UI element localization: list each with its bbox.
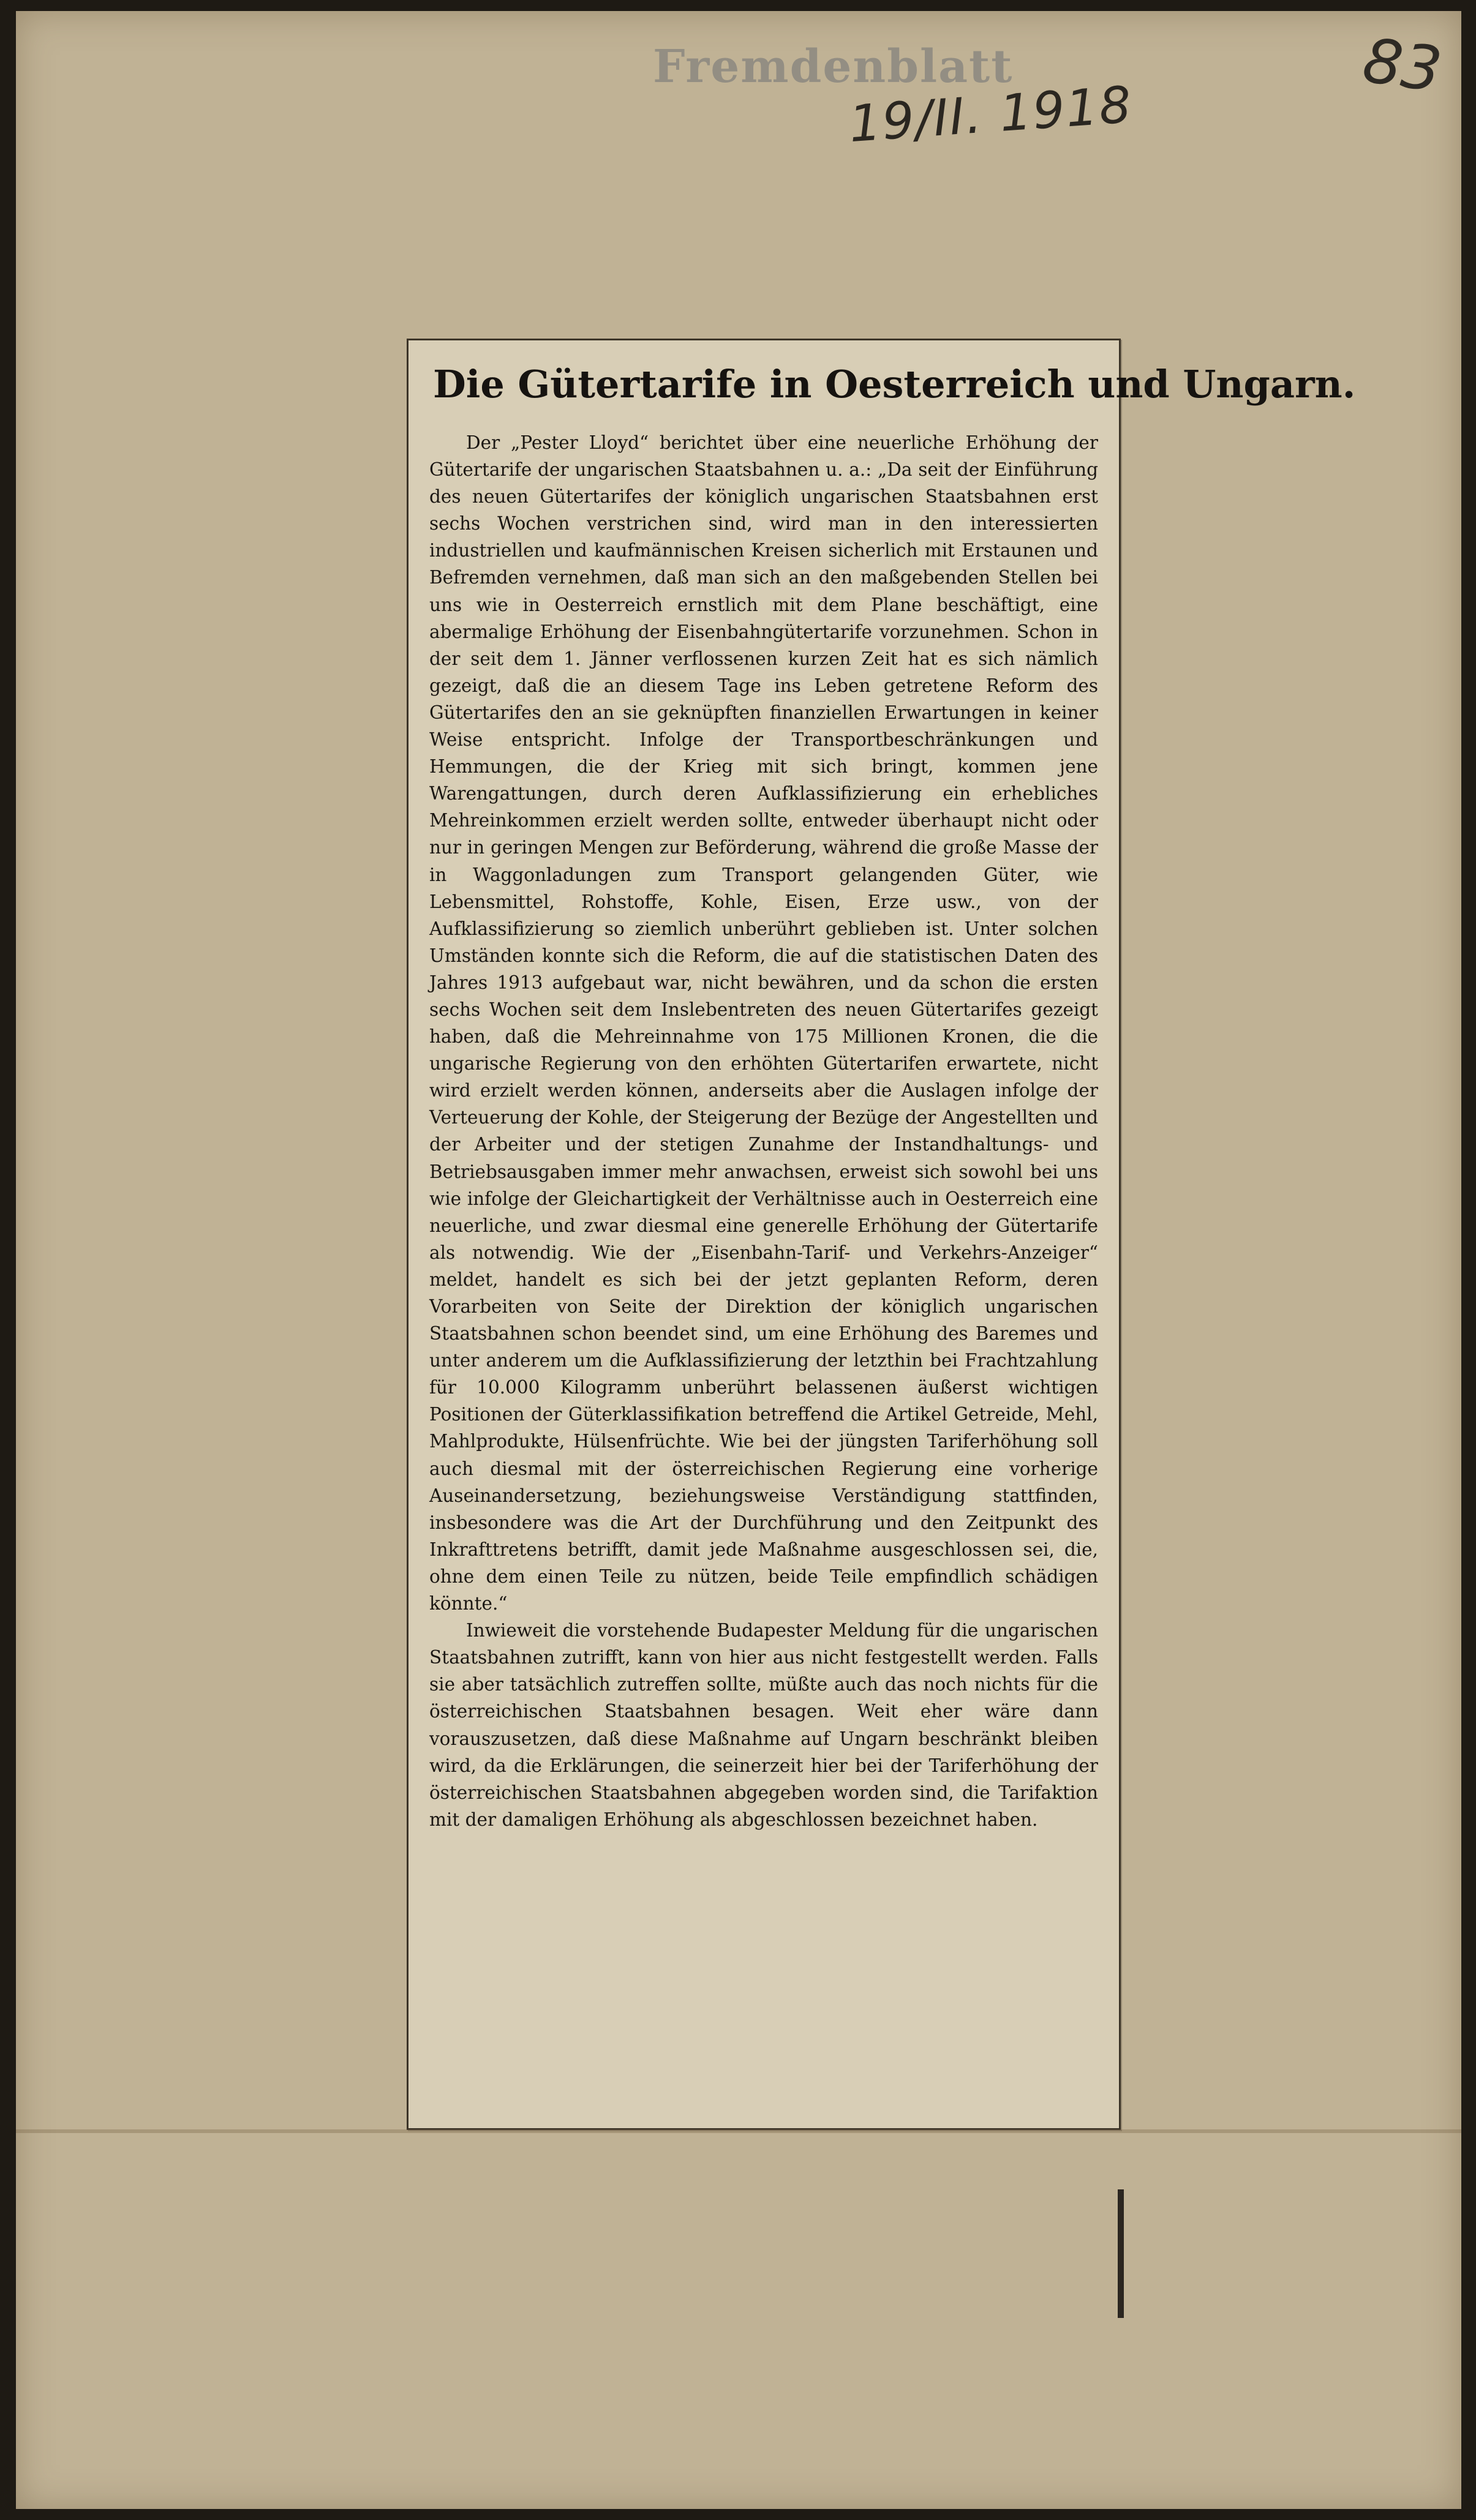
article-headline: Die Gütertarife in Oesterreich und Ungarn. (433, 362, 1356, 407)
handwritten-date: 19/II. 1918 (847, 75, 1134, 154)
folio-number: 83 (1358, 24, 1446, 107)
article-body (429, 429, 1098, 1833)
newspaper-stamp: Fremdenblatt (653, 40, 1014, 93)
article-paragraph-1: Der „Pester Lloyd“ berichtet über eine neuerliche Erhöhung der Gütertarife der ungarischen Staatsbahnen u. a.: „Da seit der Einführung des neuen Gütertarifes der königlich ungarischen Staatsbahnen erst sechs Wochen verstrichen sind, wird man in den interessierten industriellen und kaufmännischen Kreisen sicherlich mit Erstaunen und Befremden vernehmen, daß man sich an den maßgebenden Stellen bei uns wie in Oesterreich ernstlich mit dem Plane beschäftigt, eine abermalige Erhöhung der Eisenbahngütertarife vorzunehmen. Schon in der seit dem 1. Jänner verflossenen kurzen Zeit hat es sich nämlich gezeigt, daß die an diesem Tage ins Leben getretene Reform des Gütertarifes den an sie geknüpften finanziellen Erwartungen in keiner Weise entspricht. Infolge der Transportbeschränkungen und Hemmungen, die der Krieg mit sich bringt, kommen jene Warengattungen, durch deren Aufklassifizierung ein erhebliches Mehreinkommen erzielt werden sollte, entweder überhaupt nicht oder nur in geringen Mengen zur Beförderung, während die große Masse der in Waggonladungen zum Transport gelangenden Güter, wie Lebensmittel, Rohstoffe, Kohle, Eisen, Erze usw., von der Aufklassifizierung so ziemlich unberührt geblieben ist. Unter solchen Umständen konnte sich die Reform, die auf die statistischen Daten des Jahres 1913 aufgebaut war, nicht bewähren, und da schon die ersten sechs Wochen seit dem Inslebentreten des neuen Gütertarifes gezeigt haben, daß die Mehreinnahme von 175 Millionen Kronen, die die ungarische Regierung von den erhöhten Gütertarifen erwartete, nicht wird erzielt werden können, anderseits aber die Auslagen infolge der Verteuerung der Kohle, der Steigerung der Bezüge der Angestellten und der Arbeiter und der stetigen Zunahme der Instandhaltungs- und Betriebsausgaben immer mehr anwachsen, erweist sich sowohl bei uns wie infolge der Gleichartigkeit der Verhältnisse auch in Oesterreich eine neuerliche, und zwar diesmal eine generelle Erhöhung der Gütertarife als notwendig. Wie der „Eisenbahn-Tarif- und Verkehrs-Anzeiger“ meldet, handelt es sich bei der jetzt geplanten Reform, deren Vorarbeiten von Seite der Direktion der königlich ungarischen Staatsbahnen schon beendet sind, um eine Erhöhung des Baremes und unter anderem um die Aufklassifizierung der letzthin bei Frachtzahlung für 10.000 Kilogramm unberührt belassenen äußerst wichtigen Positionen der Güterklassifikation betreffend die Artikel Getreide, Mehl, Mahlprodukte, Hülsenfrüchte. Wie bei der jüngsten Tariferhöhung soll auch diesmal mit der österreichischen Regierung eine vorherige Auseinandersetzung, beziehungsweise Verständigung stattfinden, insbesondere was die Art der Durchführung und den Zeitpunkt des Inkrafttretens betrifft, damit jede Maßnahme ausgeschlossen sei, die, ohne dem einen Teile zu nützen, beide Teile empfindlich schädigen könnte.“ (429, 432, 1098, 1614)
archive-sheet (16, 11, 1461, 2509)
article-paragraph-2: Inwieweit die vorstehende Budapester Meldung für die ungarischen Staatsbahnen zutrifft, kann von hier aus nicht festgestellt werden. Falls sie aber tatsächlich zutreffen sollte, müßte auch das noch nichts für die österreichischen Staatsbahnen besagen. Weit eher wäre dann vorauszusetzen, daß diese Maßnahme auf Ungarn beschränkt bleiben wird, da die Erklärungen, die seinerzeit hier bei der Tariferhöhung der österreichischen Staatsbahnen abgegeben worden sind, die Tarifaktion mit der damaligen Erhöhung als abgeschlossen bezeichnet haben. (429, 1620, 1098, 1830)
newspaper-clipping (407, 339, 1356, 2130)
